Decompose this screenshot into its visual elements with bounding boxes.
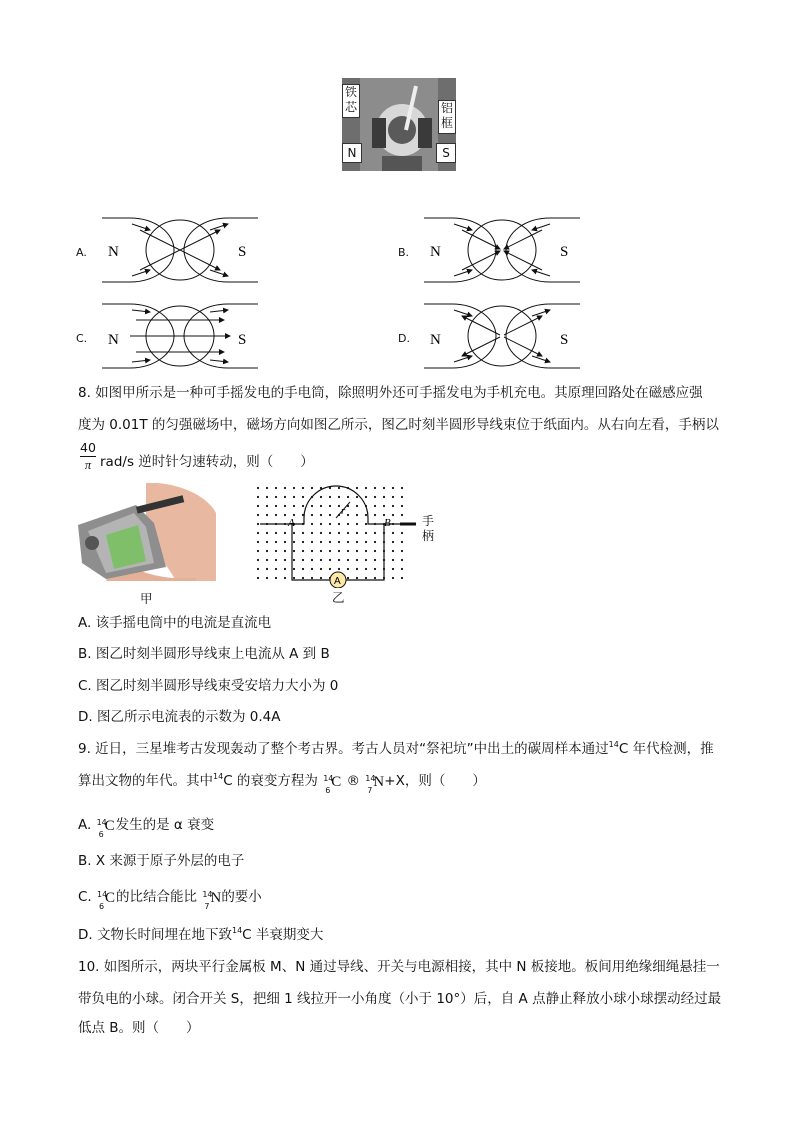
field-dot [347, 532, 349, 534]
radius-label: r [341, 505, 346, 517]
field-diagram-d [422, 298, 582, 374]
field-dot [257, 532, 259, 534]
field-dot [329, 550, 331, 552]
field-dot [293, 559, 295, 561]
option-letter: D. [398, 332, 410, 345]
field-dot [284, 505, 286, 507]
field-dot [284, 496, 286, 498]
q8-frac-num: 40 [80, 440, 96, 455]
field-dot [392, 568, 394, 570]
field-dot [257, 496, 259, 498]
field-dot [392, 505, 394, 507]
field-dot [266, 559, 268, 561]
q8-option-d[interactable]: D. 图乙所示电流表的示数为 0.4A [78, 709, 281, 725]
field-dot [311, 487, 313, 489]
option-letter: C. [76, 332, 88, 345]
field-dot [356, 505, 358, 507]
field-dot [311, 523, 313, 525]
field-dot [374, 541, 376, 543]
pole-s: S [238, 244, 247, 260]
fig-jia-caption: 甲 [140, 591, 153, 606]
field-dot [275, 568, 277, 570]
field-dot [266, 568, 268, 570]
field-dot [374, 559, 376, 561]
field-dot [284, 487, 286, 489]
field-dot [320, 532, 322, 534]
field-dot [329, 541, 331, 543]
field-dot [401, 550, 403, 552]
field-diagram-b [422, 212, 582, 288]
q10-stem-line3: 低点 B。则（ ） [78, 1020, 200, 1036]
field-dot [365, 514, 367, 516]
field-dot [347, 523, 349, 525]
field-dot [392, 496, 394, 498]
field-dot [383, 487, 385, 489]
field-dot [392, 514, 394, 516]
field-dot [311, 568, 313, 570]
field-dot [401, 568, 403, 570]
field-dot [347, 496, 349, 498]
option-b[interactable] [396, 212, 596, 292]
option-letter: A. [76, 246, 87, 259]
field-dot [302, 550, 304, 552]
field-dot [374, 514, 376, 516]
field-dot [356, 550, 358, 552]
q8-option-c[interactable]: C. 图乙时刻半圆形导线束受安培力大小为 0 [78, 678, 339, 694]
field-dot [293, 514, 295, 516]
field-dot [284, 559, 286, 561]
field-dot [311, 559, 313, 561]
option-a[interactable] [74, 212, 274, 292]
field-dot [338, 523, 340, 525]
field-dot [383, 514, 385, 516]
field-dot [302, 496, 304, 498]
field-dot [365, 487, 367, 489]
field-dot [365, 559, 367, 561]
field-dot [365, 523, 367, 525]
field-dot [257, 514, 259, 516]
svg-text:S: S [560, 244, 569, 260]
q8-option-a[interactable]: A. 该手摇电筒中的电流是直流电 [78, 615, 272, 631]
field-dot [257, 505, 259, 507]
field-dot [320, 559, 322, 561]
al-frame-label: 铝框 [438, 100, 456, 134]
field-dot [320, 568, 322, 570]
field-dot [374, 505, 376, 507]
field-dot [329, 523, 331, 525]
field-dot [401, 559, 403, 561]
q8-frac-den: π [84, 458, 92, 472]
field-dot [293, 568, 295, 570]
field-dot [392, 577, 394, 579]
field-dot [266, 541, 268, 543]
field-dot [347, 514, 349, 516]
pole-n: N [108, 244, 119, 260]
handle-label: 手柄 [422, 514, 435, 543]
field-dot [275, 541, 277, 543]
field-dot [266, 577, 268, 579]
q8-fraction [80, 440, 96, 473]
field-dot [329, 559, 331, 561]
field-dot [356, 577, 358, 579]
field-dot [311, 514, 313, 516]
q10-stem-line1: 10. 如图所示，两块平行金属板 M、N 通过导线、开关与电源相接，其中 N 板接地。板间用绝缘细绳悬挂一 [78, 959, 720, 975]
field-dot [356, 568, 358, 570]
q8-option-b[interactable]: B. 图乙时刻半圆形导线束上电流从 A 到 B [78, 646, 330, 662]
field-dot [311, 532, 313, 534]
nuclide-c14: 14 6 C [96, 818, 115, 839]
q9-stem-line1: 9. 近日，三星堆考古发现轰动了整个考古界。考古人员对“祭祀坑”中出土的碳周样本通过$^{14}$C 年代检测，推 [78, 740, 714, 757]
field-dot [275, 514, 277, 516]
field-dot [401, 577, 403, 579]
field-dot [374, 550, 376, 552]
field-dot [302, 487, 304, 489]
field-dot [347, 541, 349, 543]
field-dot [302, 541, 304, 543]
field-dot [302, 577, 304, 579]
field-dot [257, 541, 259, 543]
field-dot [293, 541, 295, 543]
field-diagram-c [100, 298, 260, 374]
field-dot [356, 514, 358, 516]
iron-core-label: 铁芯 [342, 84, 360, 118]
field-dot [257, 568, 259, 570]
field-dot [275, 487, 277, 489]
field-dot [293, 487, 295, 489]
svg-text:N: N [430, 244, 441, 260]
field-dot [356, 523, 358, 525]
q8-stem-line1: 8. 如图甲所示是一种可手摇发电的手电筒，除照明外还可手摇发电为手机充电。其原理回路处在磁感应强 [78, 385, 703, 401]
point-a-label: A [288, 517, 295, 529]
q9-option-b[interactable]: B. X 来源于原子外层的电子 [78, 853, 245, 869]
field-dot [329, 568, 331, 570]
svg-text:N: N [108, 332, 119, 348]
field-dot [257, 487, 259, 489]
field-dot [401, 514, 403, 516]
field-dot [275, 532, 277, 534]
field-dot [266, 496, 268, 498]
field-dot [275, 496, 277, 498]
field-diagram-a [100, 212, 260, 288]
svg-text:S: S [560, 332, 569, 348]
field-dot [329, 514, 331, 516]
field-dot [302, 505, 304, 507]
q9-option-c[interactable]: C. 14 6 C 的比结合能比 14 7 N 的要小 [78, 889, 262, 911]
field-dot [392, 541, 394, 543]
field-dot [392, 559, 394, 561]
field-dot [257, 550, 259, 552]
field-dot [338, 568, 340, 570]
field-dot [257, 559, 259, 561]
field-dot [257, 523, 259, 525]
field-dot [284, 532, 286, 534]
field-dot [356, 541, 358, 543]
circuit-diagram [252, 482, 448, 604]
field-dot [293, 505, 295, 507]
field-dot [302, 568, 304, 570]
field-dot [329, 532, 331, 534]
field-dot [365, 568, 367, 570]
field-dot [401, 496, 403, 498]
q9-stem-line2: 算出文物的年代。其中$^{14}$C 的衰变方程为 14 6 C ® 14 7 N +X，则（ ） [78, 772, 486, 795]
field-dot [293, 577, 295, 579]
field-dot [302, 559, 304, 561]
field-dot [266, 532, 268, 534]
field-dot [284, 550, 286, 552]
field-dot [392, 532, 394, 534]
magnet-n-label: N [342, 143, 362, 163]
field-dot [275, 550, 277, 552]
field-dot [365, 577, 367, 579]
field-dot [284, 514, 286, 516]
ammeter-label: A [334, 576, 341, 587]
circuit-svg [252, 482, 448, 588]
field-dot [266, 505, 268, 507]
field-dot [392, 550, 394, 552]
hand-crank-photo-art [76, 483, 218, 581]
field-dot [347, 577, 349, 579]
field-dot [401, 532, 403, 534]
field-dot [356, 487, 358, 489]
field-dot [266, 550, 268, 552]
field-dot [365, 532, 367, 534]
field-dot [356, 532, 358, 534]
field-dot [365, 550, 367, 552]
field-dot [374, 577, 376, 579]
field-dot [392, 487, 394, 489]
field-dot [365, 496, 367, 498]
field-dot [374, 496, 376, 498]
field-dot [311, 577, 313, 579]
field-dot [311, 505, 313, 507]
nuclide-c14: 14 6 C [323, 774, 342, 795]
q8-stem-line3: rad/s 逆时针匀速转动，则（ ） [100, 454, 314, 470]
galvanometer-photo [342, 78, 456, 171]
field-dot [320, 577, 322, 579]
field-dot [275, 505, 277, 507]
field-dot [320, 505, 322, 507]
q8-stem-line2: 度为 0.01T 的匀强磁场中，磁场方向如图乙所示，图乙时刻半圆形导线束位于纸面内。从右向左看，手柄以 [78, 417, 719, 433]
field-dot [365, 541, 367, 543]
field-dot [311, 550, 313, 552]
field-dot [329, 505, 331, 507]
field-dot [338, 496, 340, 498]
nuclide-n14: 14 7 N [365, 774, 385, 795]
hand-crank-photo [76, 483, 218, 606]
field-dot [320, 496, 322, 498]
field-dot [338, 541, 340, 543]
field-dot [266, 487, 268, 489]
field-dot [257, 577, 259, 579]
field-dot [401, 505, 403, 507]
field-dot [302, 532, 304, 534]
field-dot [275, 559, 277, 561]
q10-stem-line2: 带负电的小球。闭合开关 S，把细 1 线拉开一小角度（小于 10°）后，自 A 点静止释放小球小球摆动经过最 [78, 991, 722, 1007]
field-dot [284, 541, 286, 543]
field-dot [338, 550, 340, 552]
field-dot [320, 541, 322, 543]
field-dot [356, 559, 358, 561]
nuclide-n14: 14 7 N [202, 890, 222, 911]
svg-text:S: S [238, 332, 247, 348]
field-dot [338, 532, 340, 534]
field-dot [275, 577, 277, 579]
magnet-s-label: S [436, 143, 456, 163]
field-dot [383, 505, 385, 507]
field-dot [311, 541, 313, 543]
field-dot [401, 487, 403, 489]
field-dot [338, 559, 340, 561]
field-dot [293, 550, 295, 552]
fig-yi-caption: 乙 [332, 590, 345, 605]
point-b-label: B [384, 517, 391, 529]
field-dot [374, 568, 376, 570]
nuclide-c14: 14 6 C [97, 890, 116, 911]
field-dot [293, 532, 295, 534]
field-dot [401, 541, 403, 543]
field-dot [338, 505, 340, 507]
field-dot [347, 568, 349, 570]
field-dot [374, 532, 376, 534]
field-dot [293, 496, 295, 498]
option-c[interactable] [74, 298, 274, 378]
field-dot [266, 514, 268, 516]
field-dot [383, 496, 385, 498]
option-d[interactable] [396, 298, 596, 378]
field-dot [284, 577, 286, 579]
q9-option-a[interactable]: A. 14 6 C 发生的是 α 衰变 [78, 817, 215, 839]
field-dot [374, 487, 376, 489]
field-dot [284, 568, 286, 570]
field-dot [347, 550, 349, 552]
field-dot [356, 496, 358, 498]
field-dot [338, 487, 340, 489]
field-dot [320, 550, 322, 552]
field-dot [329, 496, 331, 498]
q9-option-d[interactable]: D. 文物长时间埋在地下致$^{14}$C 半衰期变大 [78, 926, 324, 943]
option-letter: B. [398, 246, 410, 259]
field-dot [347, 559, 349, 561]
field-dot [320, 523, 322, 525]
svg-text:N: N [430, 332, 441, 348]
field-dot [320, 514, 322, 516]
